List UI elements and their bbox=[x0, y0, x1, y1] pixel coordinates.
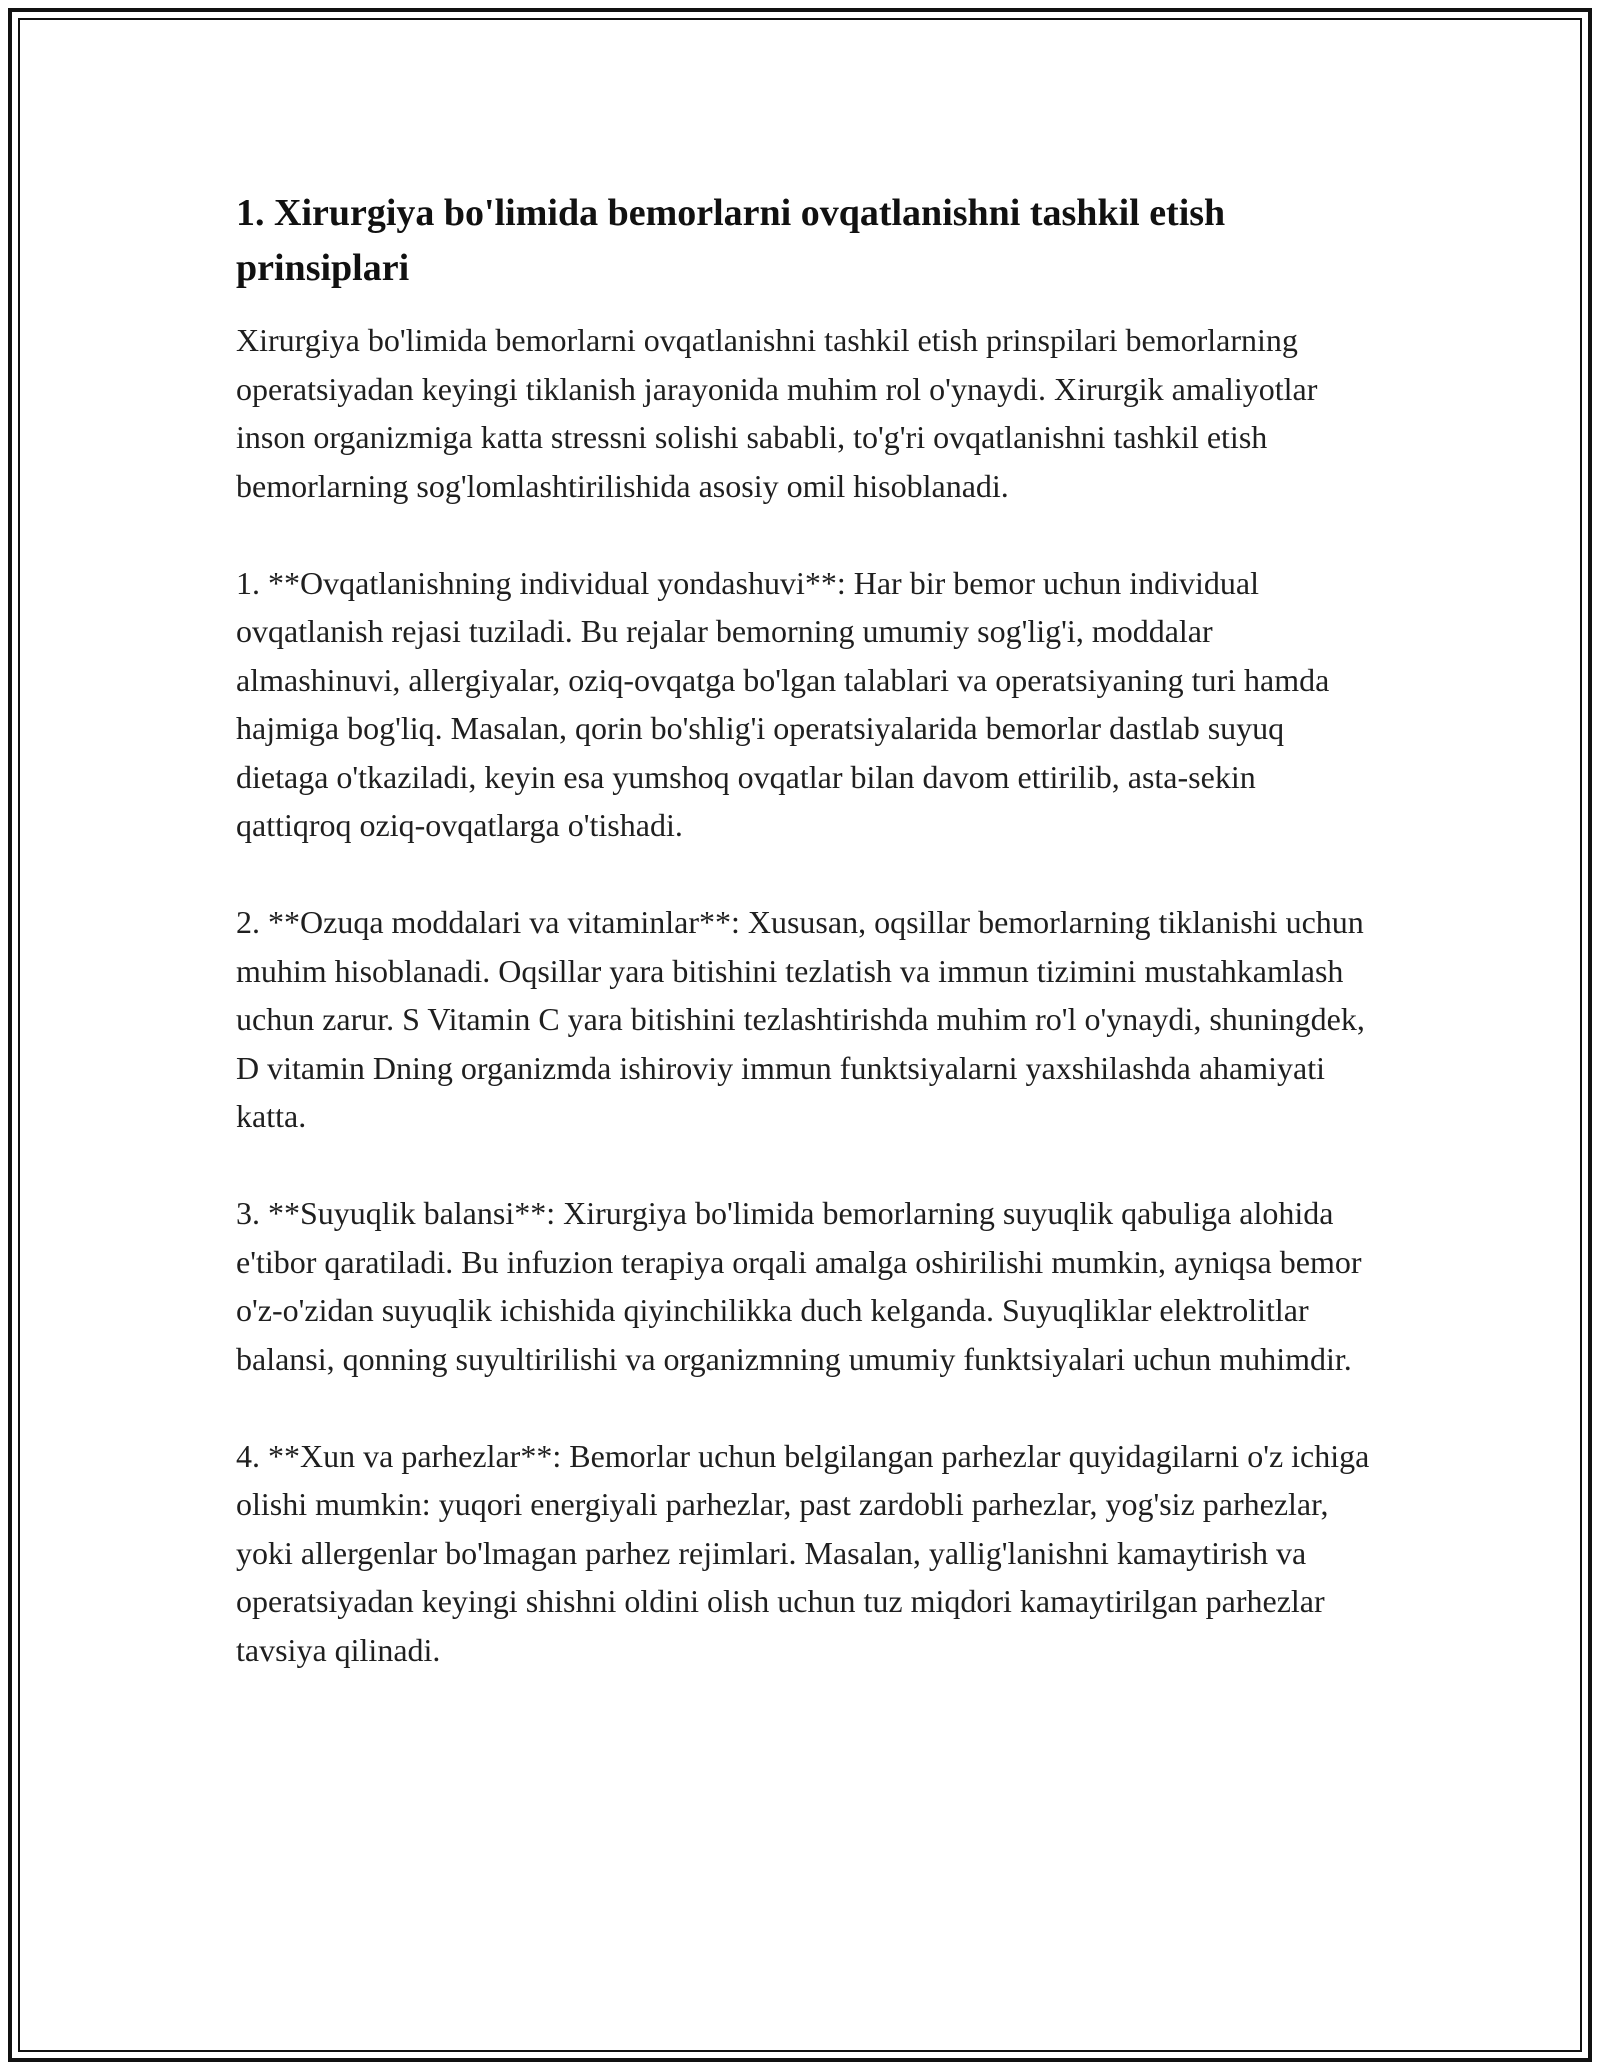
list-item: 1. **Ovqatlanishning individual yondashuvi**: Har bir bemor uchun individual ovqatlanish rejasi tuziladi. Bu rejalar bemorning umumiy sog'lig'i, moddalar almashinuvi, allergiyalar, oziq-ovqatga bo'lgan talablari va operatsiyaning turi hamda hajmiga bog'liq. Masalan, qorin bo'shlig'i operatsiyalarida bemorlar dastlab suyuq dietaga o'tkaziladi, keyin esa yumshoq ovqatlar bilan davom ettirilib, asta-sekin qattiqroq oziq-ovqatlarga o'tishadi. bbox=[236, 564, 1330, 843]
list-item: 2. **Ozuqa moddalari va vitaminlar**: Xususan, oqsillar bemorlarning tiklanishi uchun muhim hisoblanadi. Oqsillar yara bitishini tezlatish va immun tizimini mustahkamlash uchun zarur. S Vitamin C yara bitishini tezlashtirishda muhim ro'l o'ynaydi, shuningdek, D vitamin Dning organizmda ishiroviy immun funktsiyalarni yaxshilashda ahamiyati katta. bbox=[236, 904, 1365, 1134]
intro-paragraph: Xirurgiya bo'limida bemorlarni ovqatlanishni tashkil etish prinspilari bemorlarning operatsiyadan keyingi tiklanish jarayonida muhim rol o'ynaydi. Xirurgik amaliyotlar inson organizmiga katta stressni solishi sababli, to'g'ri ovqatlanishni tashkil etish bemorlarning sog'lomlashtirilishida asosiy omil hisoblanadi. bbox=[236, 322, 1318, 504]
document-body bbox=[236, 186, 1376, 1674]
document-title: 1. Xirurgiya bo'limida bemorlarni ovqatlanishni tashkil etish prinsiplari bbox=[236, 192, 1226, 289]
list-item: 3. **Suyuqlik balansi**: Xirurgiya bo'limida bemorlarning suyuqlik qabuliga alohida e'tibor qaratiladi. Bu infuzion terapiya orqali amalga oshirilishi mumkin, ayniqsa bemor o'z-o'zidan suyuqlik ichishida qiyinchilikka duch kelganda. Suyuqliklar elektrolitlar balansi, qonning suyultirilishi va organizmning umumiy funktsiyalari uchun muhimdir. bbox=[236, 1195, 1362, 1377]
list-item: 4. **Xun va parhezlar**: Bemorlar uchun belgilangan parhezlar quyidagilarni o'z ichiga olishi mumkin: yuqori energiyali parhezlar, past zardobli parhezlar, yog'siz parhezlar, yoki allergenlar bo'lmagan parhez rejimlari. Masalan, yallig'lanishni kamaytirish va operatsiyadan keyingi shishni oldini olish uchun tuz miqdori kamaytirilgan parhezlar tavsiya qilinadi. bbox=[236, 1437, 1370, 1668]
